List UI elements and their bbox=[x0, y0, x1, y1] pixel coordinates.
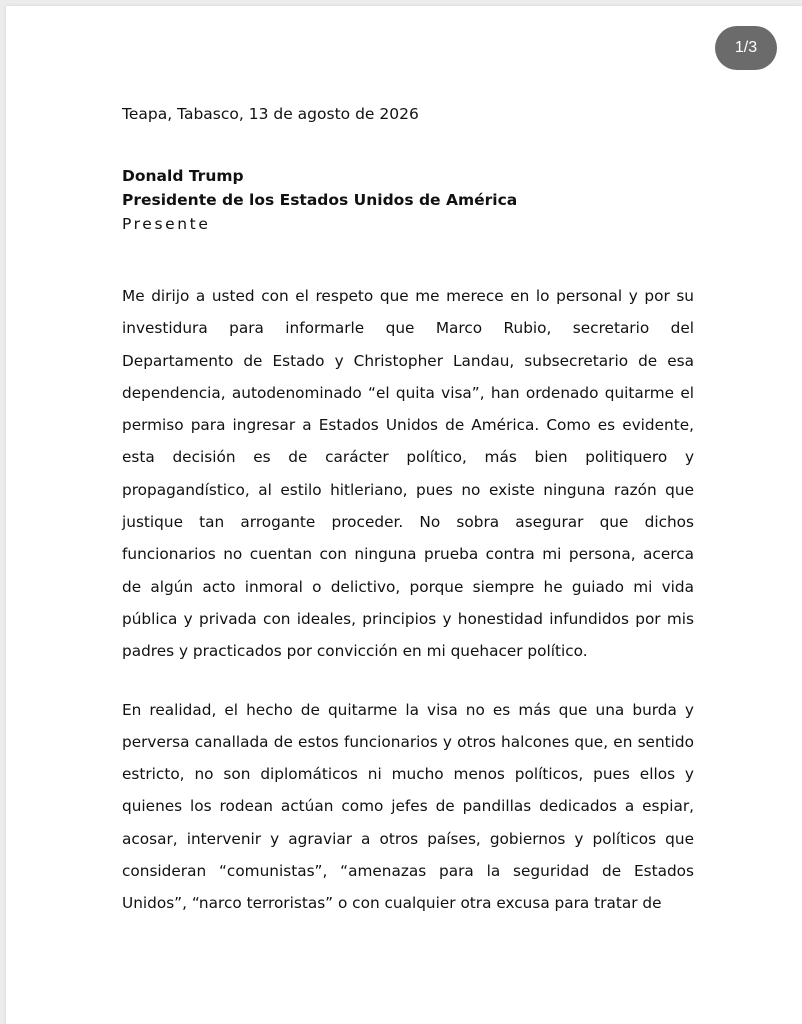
page-indicator: 1/3 bbox=[715, 26, 777, 70]
paragraph-1: Me dirijo a usted con el respeto que me merece en lo personal y por su investidura para informarle que Marco Rubio, secretario del Departamento de Estado y Christopher Landau, subsecretario de esa dependencia, autodenominado “el quita visa”, han ordenado quitarme el permiso para ingresar a Estados Unidos de América. Como es evidente, esta decisión es de carácter político, más bien politiquero y propagandístico, al estilo hitleriano, pues no existe ninguna razón que justique tan arrogante proceder. No sobra asegurar que dichos funcionarios no cuentan con ninguna prueba contra mi persona, acerca de algún acto inmoral o delictivo, porque siempre he guiado mi vida pública y privada con ideales, principios y honestidad infundidos por mis padres y practicados por convicción en mi quehacer político. bbox=[122, 287, 694, 661]
presente-salutation: Presente bbox=[122, 215, 211, 233]
place-date: Teapa, Tabasco, 13 de agosto de 2026 bbox=[122, 105, 419, 123]
letter-body bbox=[122, 102, 694, 920]
document-page bbox=[6, 6, 802, 1024]
paragraph-2: En realidad, el hecho de quitarme la visa no es más que una burda y perversa canallada de estos funcionarios y otros halcones que, en sentido estricto, no son diplomáticos ni mucho menos políticos, pues ellos y quienes los rodean actúan como jefes de pandillas dedicados a espiar, acosar, intervenir y agraviar a otros países, gobiernos y políticos que consideran “comunistas”, “amenazas para la seguridad de Estados Unidos”, “narco terroristas” o con cualquier otra excusa para tratar de bbox=[122, 700, 694, 913]
recipient-name: Donald Trump bbox=[122, 167, 244, 185]
recipient-role: Presidente de los Estados Unidos de América bbox=[122, 191, 518, 209]
recipient-block bbox=[122, 164, 694, 236]
